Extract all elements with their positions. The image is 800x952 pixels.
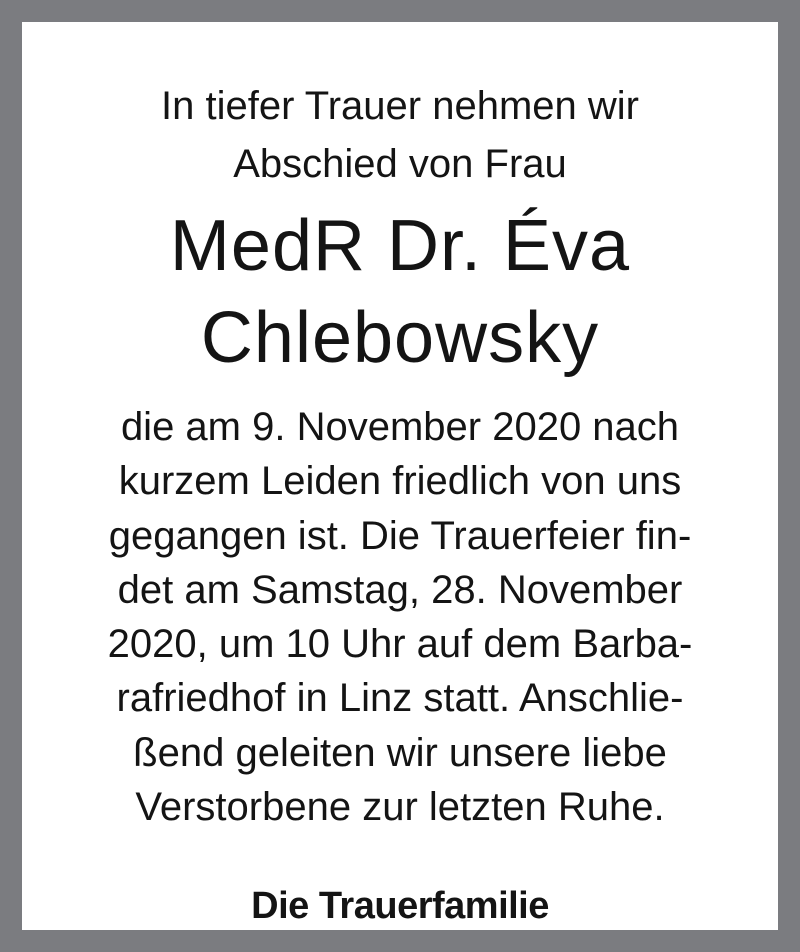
deceased-name: [44, 200, 756, 384]
body-line: det am Samstag, 28. November: [117, 567, 683, 612]
body-line: 2020, um 10 Uhr auf dem Barba-: [107, 622, 693, 667]
name-line: Chlebowsky: [200, 298, 600, 378]
body-line: ßend geleiten wir unsere liebe: [133, 730, 667, 775]
body-line: Verstorbene zur letzten Ruhe.: [135, 785, 665, 830]
body-line: gegangen ist. Die Trauerfeier fin-: [108, 513, 692, 558]
intro-line: In tiefer Trauer nehmen wir: [161, 84, 639, 128]
body-line: die am 9. November 2020 nach: [120, 405, 680, 449]
obituary-notice: [44, 44, 756, 927]
intro-text: [44, 77, 756, 193]
intro-line: Abschied von Frau: [233, 142, 567, 186]
body-line: kurzem Leiden friedlich von uns: [118, 459, 682, 504]
signature: Die Trauerfamilie: [251, 885, 549, 927]
name-line: MedR Dr. Éva: [169, 206, 631, 286]
body-line: rafriedhof in Linz statt. Anschlie-: [116, 676, 684, 721]
notice-body: [44, 400, 756, 834]
